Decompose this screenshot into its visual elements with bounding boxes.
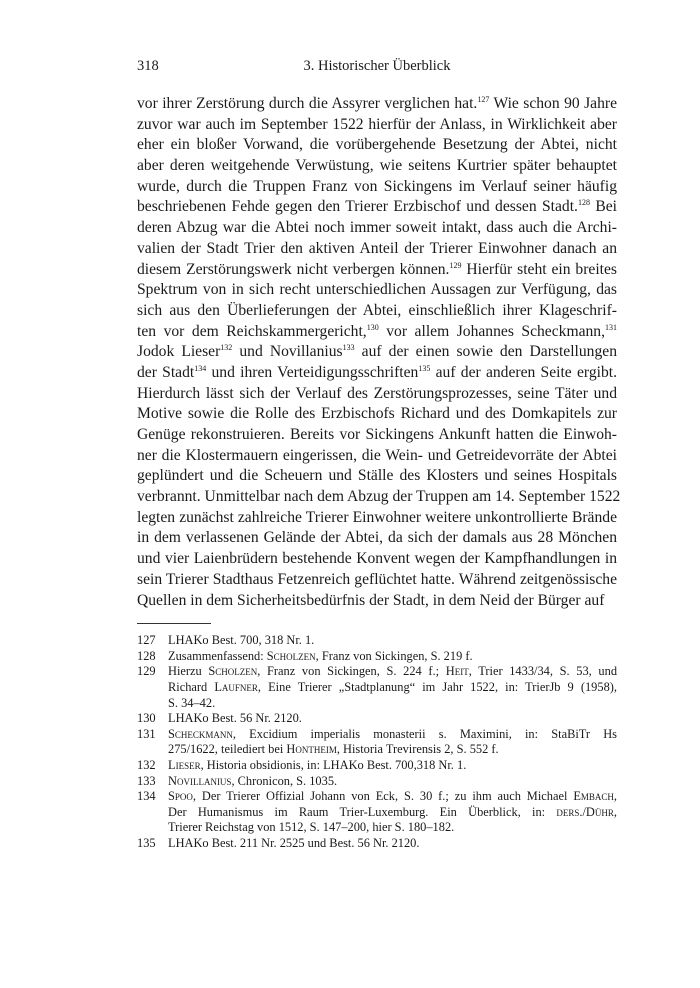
footnote-reference: 129 (449, 260, 462, 270)
text-run: und ihren Verteidigungsschriften (206, 363, 419, 381)
footnote-line (168, 820, 617, 836)
text-run: diesem Zerstörungswerk nicht verbergen können. (137, 260, 450, 278)
footnote-reference: 128 (577, 198, 590, 208)
text-run: Motive sowie die Rolle des Erzbischofs Richard und des Domkapitels zur (137, 405, 617, 423)
running-title: 3. Historischer Überblick (303, 58, 451, 74)
text-run: Der Humanismus im Raum Trier-Luxemburg. Ein Überblick, in: (168, 804, 557, 819)
text-run: auf der einen sowie den Darstellungen (354, 343, 617, 361)
body-text (137, 94, 621, 611)
author-name: Scholzen (208, 664, 258, 679)
text-run: Quellen in dem Sicherheitsbedürfnis der Stadt, in dem Neid der Bürger auf (137, 591, 605, 609)
body-line (137, 301, 617, 322)
text-run: , Excidium imperialis monasterii s. Maximini, in: StaBiTr Hs (232, 726, 617, 741)
text-run: Trierer Reichstag von 1512, S. 147–200, hier S. 180–182. (168, 820, 455, 835)
footnote (137, 664, 617, 711)
body-line (137, 528, 617, 549)
text-run: geplündert und die Scheuern und Ställe des Klosters und seines Hospitals (137, 467, 617, 485)
footnote (137, 774, 617, 790)
text-run: LHAKo Best. 700, 318 Nr. 1. (168, 633, 315, 648)
author-name: Scholzen (266, 648, 316, 663)
text-run: ner die Klostermauern eingerissen, die Wein- und Getreidevorräte der Abtei (137, 446, 617, 464)
author-name: Novillanius (168, 773, 232, 788)
text-run: deren Abzug war die Abtei noch immer soweit intakt, dass auch die Archi- (137, 219, 617, 237)
footnote-line (168, 680, 617, 696)
text-run: valien der Stadt Trier den aktiven Anteil der Trierer Einwohner danach an (137, 239, 617, 257)
text-run: , Eine Trierer „Stadtplanung“ im Jahr 1522, in: TrierJb 9 (1958), (257, 679, 617, 694)
body-line (137, 94, 617, 115)
footnote-reference: 133 (342, 343, 355, 353)
body-line (137, 384, 617, 405)
footnote-reference: 127 (477, 95, 490, 104)
text-run: , Historia Trevirensis 2, S. 552 f. (336, 742, 499, 757)
body-line (137, 135, 617, 156)
footnote-line (168, 758, 617, 774)
footnote (137, 727, 617, 758)
footnote-line (168, 774, 617, 790)
footnote-number: 127 (137, 633, 156, 648)
footnote-line (168, 711, 617, 727)
footnote-reference: 130 (366, 322, 379, 332)
body-line (137, 446, 617, 467)
body-line (137, 156, 617, 177)
body-line (137, 508, 617, 529)
footnote (137, 633, 617, 649)
text-run: ten vor dem Reichskammergericht, (137, 322, 367, 340)
footnote-number: 128 (137, 648, 156, 663)
text-run: und Novillanius (232, 343, 343, 361)
text-run: S. 34–42. (168, 695, 216, 710)
body-line (137, 487, 621, 508)
text-run: Jodok Lieser (137, 343, 221, 361)
footnote-line (168, 664, 617, 680)
text-run: , Trier 1433/34, S. 53, und (468, 664, 618, 679)
footnote-line (168, 789, 617, 805)
footnote-reference: 134 (194, 363, 207, 373)
text-run: beschriebenen Fehde gegen den Trierer Erzbischof und dessen Stadt. (137, 198, 578, 216)
footnote (137, 649, 617, 665)
text-run: und vier Laienbrüdern bestehende Konvent wegen der Kampfhandlungen in (137, 550, 617, 568)
footnote-line (168, 742, 617, 758)
author-name: Lieser (168, 757, 201, 772)
footnote-number: 132 (137, 757, 156, 772)
text-run: wurde, durch die Truppen Franz von Sickingens im Verlauf seiner häufig (137, 177, 617, 195)
footnote (137, 789, 617, 836)
text-run: , Der Trierer Offizial Johann von Eck, S. 30 f.; zu ihm auch Michael (192, 789, 574, 804)
text-run: verbrannt. Unmittelbar nach dem Abzug der Truppen am 14. September 1522 (137, 488, 621, 506)
text-run: , Historia obsidionis, in: LHAKo Best. 700,318 Nr. 1. (200, 757, 467, 772)
footnote-line (168, 696, 617, 712)
text-run: Wie schon 90 Jahre (489, 95, 617, 112)
author-name: Spoo (168, 789, 193, 804)
text-run: vor ihrer Zerstörung durch die Assyrer verglichen hat. (137, 95, 478, 112)
body-line (137, 404, 617, 425)
text-run: , Franz von Sickingen, S. 224 f.; (257, 664, 446, 679)
text-run: Hierzu (168, 664, 209, 679)
author-name: ders./Dühr (556, 804, 614, 819)
text-run: , (613, 804, 617, 819)
footnote (137, 711, 617, 727)
footnote-line (168, 633, 617, 649)
body-line (137, 342, 617, 363)
text-run: 275/1622, teilediert bei (168, 742, 287, 757)
footnote-number: 135 (137, 835, 156, 850)
text-run: eher ein bloßer Vorwand, die vorübergehende Besetzung der Abtei, nicht (137, 136, 617, 154)
body-line (137, 115, 617, 136)
text-run: vor allem Johannes Scheckmann, (378, 322, 605, 340)
body-line (137, 218, 617, 239)
footnote-number: 133 (137, 773, 156, 788)
footnote-line (168, 836, 617, 852)
body-line (137, 466, 617, 487)
text-run: zuvor war auch im September 1522 hierfür der Anlass, in Wirklichkeit aber (137, 115, 617, 133)
body-line (137, 425, 617, 446)
footnote-number: 129 (137, 664, 156, 679)
text-run: , (613, 789, 617, 804)
text-run: LHAKo Best. 56 Nr. 2120. (168, 711, 302, 726)
author-name: Hontheim (286, 742, 337, 757)
body-line (137, 239, 617, 260)
body-line (137, 197, 617, 218)
footnotes (137, 633, 617, 851)
footnote-number: 130 (137, 711, 156, 726)
text-run: Genüge rekonstruieren. Bereits vor Sickingens Ankunft hatten die Einwoh- (137, 426, 617, 443)
text-run: in dem verlassenen Gelände der Abtei, da sich der damals aus 28 Mönchen (137, 529, 617, 547)
text-run: Hierdurch lässt sich der Verlauf des Zerstörungsprozesses, seine Täter und (137, 384, 617, 402)
text-run: , Franz von Sickingen, S. 219 f. (315, 648, 473, 663)
footnote-reference: 131 (605, 322, 617, 332)
text-run: LHAKo Best. 211 Nr. 2525 und Best. 56 Nr. 2120. (168, 835, 420, 850)
author-name: Laufner (214, 679, 258, 694)
text-run: legten zunächst zahlreiche Trierer Einwohner weitere unkontrollierte Brände (137, 508, 617, 526)
text-run: aber deren weitgehende Verwüstung, wie seitens Kurtrier später behauptet (137, 157, 617, 175)
book-page (137, 58, 621, 852)
footnote (137, 758, 617, 774)
body-line (137, 591, 617, 612)
footnote (137, 836, 617, 852)
footnote-line (168, 727, 617, 743)
text-run: sich aus den Überlieferungen der Abtei, einschließlich ihrer Klageschrif- (137, 301, 617, 319)
text-run: Zusammenfassend: (168, 648, 267, 663)
page-number: 318 (137, 58, 159, 74)
body-line (137, 363, 617, 384)
text-run: sein Trierer Stadthaus Fetzenreich geflüchtet hatte. Während zeitgenössische (137, 570, 617, 588)
footnote-reference: 132 (220, 343, 233, 353)
text-run: auf der anderen Seite ergibt. (430, 363, 617, 381)
author-name: Embach (573, 789, 614, 804)
body-line (137, 549, 617, 570)
footnote-reference: 135 (418, 363, 431, 373)
footnote-number: 131 (137, 726, 156, 741)
author-name: Scheckmann (168, 726, 233, 741)
text-run: Bei (589, 198, 617, 216)
body-line (137, 260, 617, 281)
text-run: Hierfür steht ein breites (461, 260, 617, 278)
text-run: Richard (168, 679, 215, 694)
body-line (137, 177, 617, 198)
footnote-separator (137, 623, 211, 624)
page-header (137, 58, 617, 84)
text-run: Spektrum von in sich recht unterschiedlichen Aussagen zur Verfügung, das (137, 281, 617, 299)
body-line (137, 280, 617, 301)
body-line (137, 322, 617, 343)
footnote-line (168, 805, 617, 821)
author-name: Heit (445, 664, 469, 679)
body-line (137, 570, 617, 591)
text-run: der Stadt (137, 363, 195, 381)
text-run: , Chronicon, S. 1035. (231, 773, 338, 788)
footnote-line (168, 649, 617, 665)
footnote-number: 134 (137, 789, 156, 804)
